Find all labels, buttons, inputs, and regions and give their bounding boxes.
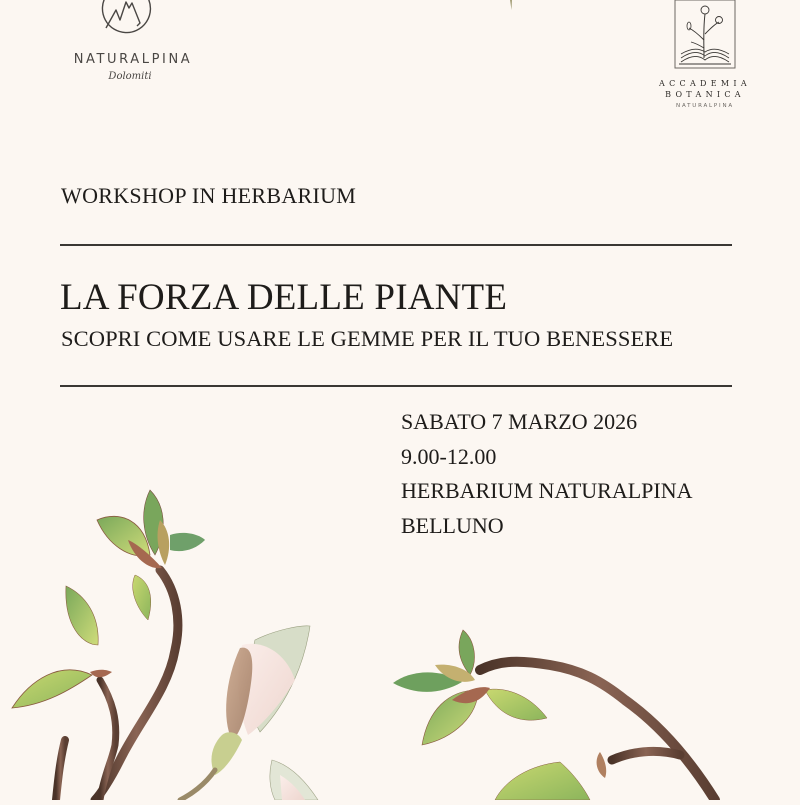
magnolia-bud (180, 626, 310, 800)
event-details (401, 405, 693, 543)
academy-name-line1: ACCADEMIA (659, 79, 751, 88)
event-subtitle: SCOPRI COME USARE LE GEMME PER IL TUO BENESSERE (61, 326, 674, 351)
book-plant-icon (673, 0, 737, 70)
leafy-branch-right (393, 630, 715, 800)
brand-tagline: Dolomiti (108, 71, 152, 82)
event-kicker: WORKSHOP IN HERBARIUM (61, 183, 357, 208)
magnolia-bud-small (270, 760, 318, 800)
brand-name: NATURALPINA (73, 52, 193, 67)
event-title: LA FORZA DELLE PIANTE (60, 277, 508, 318)
leafy-branch-left (12, 490, 205, 800)
academy-name-line3: NATURALPINA (676, 103, 734, 109)
divider-top (60, 244, 732, 246)
event-venue: HERBARIUM NATURALPINA (401, 478, 693, 503)
event-date: SABATO 7 MARZO 2026 (401, 409, 638, 434)
event-time: 9.00-12.00 (401, 443, 497, 469)
accademia-botanica-logo (650, 0, 760, 115)
mountain-circle-icon (92, 0, 156, 44)
bud-tip-decoration (500, 0, 520, 19)
naturalpina-logo (40, 0, 220, 100)
divider-bottom (60, 385, 732, 387)
event-city: BELLUNO (401, 512, 504, 538)
academy-name-line2: BOTANICA (665, 90, 745, 99)
